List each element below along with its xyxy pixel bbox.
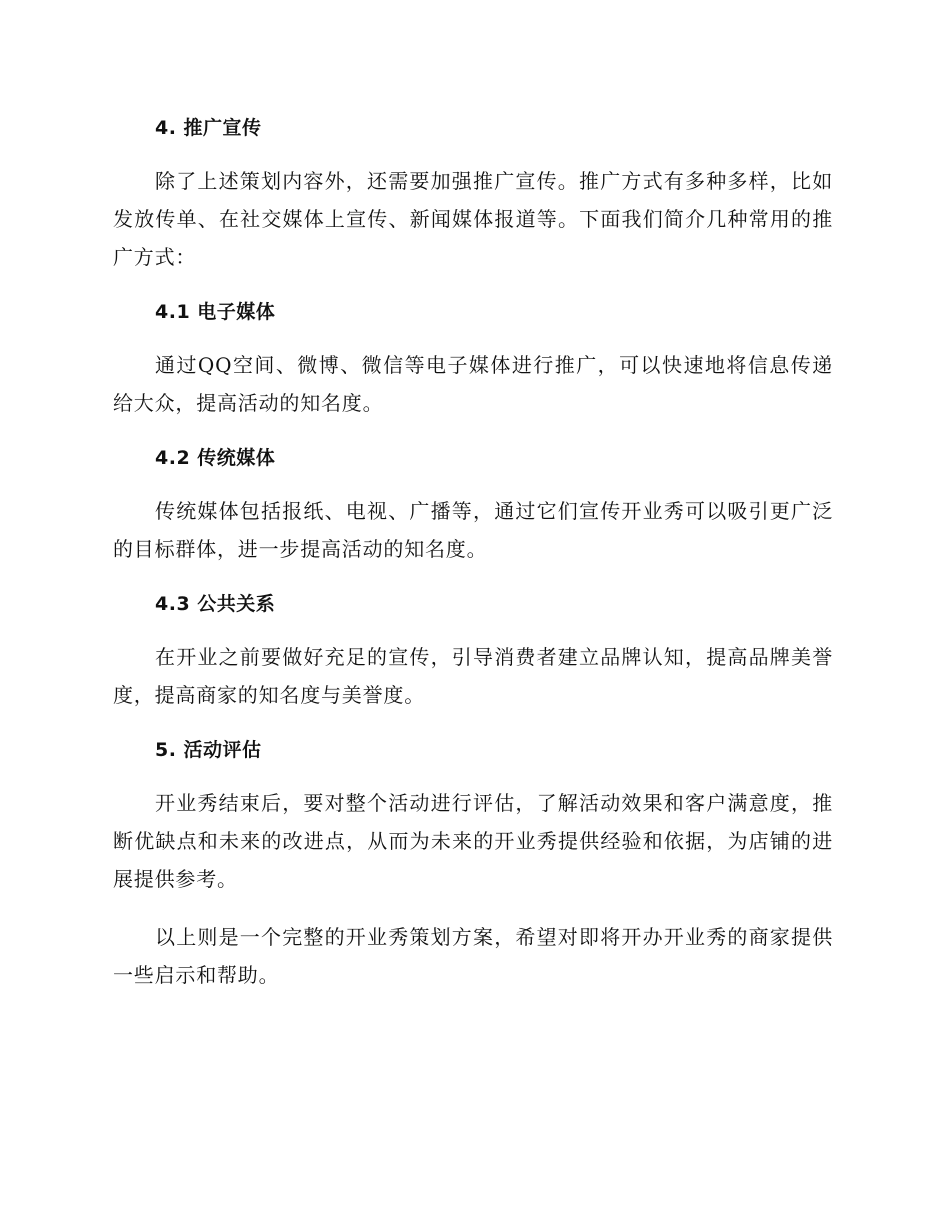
paragraph-conclusion: 以上则是一个完整的开业秀策划方案，希望对即将开办开业秀的商家提供一些启示和帮助。 xyxy=(113,925,833,987)
section-heading-evaluation: 5. 活动评估 xyxy=(155,739,262,761)
section-heading-promotion: 4. 推广宣传 xyxy=(155,117,262,139)
section-heading-public-relations: 4.3 公共关系 xyxy=(155,593,276,615)
paragraph-electronic-media: 通过QQ空间、微博、微信等电子媒体进行推广，可以快速地将信息传递给大众，提高活动的知名度。 xyxy=(113,353,833,415)
paragraph-promotion-intro: 除了上述策划内容外，还需要加强推广宣传。推广方式有多种多样，比如发放传单、在社交媒体上宣传、新闻媒体报道等。下面我们简介几种常用的推广方式： xyxy=(113,169,833,269)
section-heading-traditional-media: 4.2 传统媒体 xyxy=(155,447,276,469)
paragraph-traditional-media: 传统媒体包括报纸、电视、广播等，通过它们宣传开业秀可以吸引更广泛的目标群体，进一步提高活动的知名度。 xyxy=(113,499,833,561)
paragraph-evaluation: 开业秀结束后，要对整个活动进行评估，了解活动效果和客户满意度，推断优缺点和未来的改进点，从而为未来的开业秀提供经验和依据，为店铺的进展提供参考。 xyxy=(113,791,833,891)
section-heading-electronic-media: 4.1 电子媒体 xyxy=(155,301,276,323)
paragraph-public-relations: 在开业之前要做好充足的宣传，引导消费者建立品牌认知，提高品牌美誉度，提高商家的知名度与美誉度。 xyxy=(113,645,833,707)
document-page xyxy=(113,108,833,994)
